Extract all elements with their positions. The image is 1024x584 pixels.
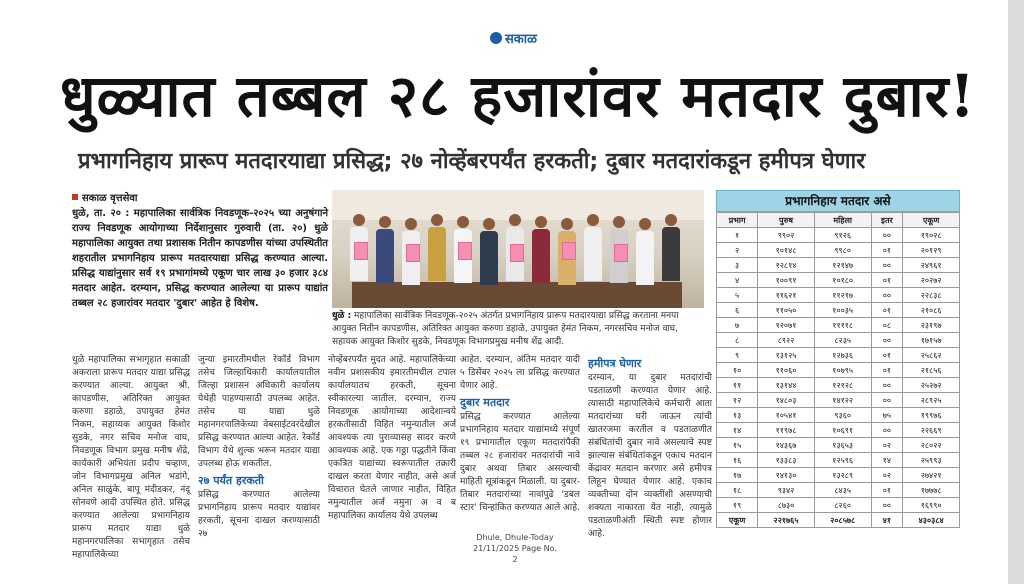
- table-cell: १६९९०: [903, 498, 960, 513]
- table-cell: २८०२२: [903, 438, 960, 453]
- table-cell: ९९०२: [758, 228, 815, 243]
- column-2-text-b: प्रसिद्ध करण्यात आलेल्या प्रभागनिहाय प्रारूप मतदार याद्यांवर हरकती, सूचना दाखल करण्यासाठी २७: [198, 490, 320, 539]
- table-cell: १२१४७: [814, 258, 871, 273]
- table-cell: १२१२८: [814, 378, 871, 393]
- photo-caption: [332, 310, 704, 350]
- ward-voter-table: [716, 190, 960, 526]
- table-cell: ०१: [871, 348, 903, 363]
- table-row: [717, 483, 960, 498]
- table-cell: ११९७८: [758, 423, 815, 438]
- table-cell: ०१: [871, 273, 903, 288]
- table-cell: १०६९१: [814, 423, 871, 438]
- table-cell: २१८५६: [903, 363, 960, 378]
- table-total-cell: २०८५७८: [814, 513, 871, 528]
- table-row: [717, 288, 960, 303]
- table-cell: १२: [717, 393, 758, 408]
- table-cell: ००: [871, 378, 903, 393]
- table-row: [717, 258, 960, 273]
- photo-person: [584, 214, 602, 281]
- table-cell: १२५९६: [814, 453, 871, 468]
- table-cell: ९३६०: [814, 408, 871, 423]
- table-body: [717, 228, 960, 528]
- table-cell: ००: [871, 288, 903, 303]
- table-cell: २७४२१: [903, 468, 960, 483]
- news-photo: [332, 190, 704, 308]
- table-cell: ७५: [871, 408, 903, 423]
- headline: धुळ्यात तब्बल २८ हजारांवर मतदार दुबार!: [60, 62, 976, 130]
- table-cell: १३६५३: [814, 438, 871, 453]
- table-cell: १६: [717, 453, 758, 468]
- column-4-heading: दुबार मतदार: [460, 396, 510, 409]
- table-cell: ८९२२: [758, 333, 815, 348]
- table-cell: १९०२८: [903, 228, 960, 243]
- table-cell: १०१८०: [814, 273, 871, 288]
- voter-list-booklet: [406, 244, 420, 262]
- photo-person: [636, 218, 654, 285]
- table-cell: ५: [717, 288, 758, 303]
- table-row: [717, 393, 960, 408]
- masthead: [490, 28, 550, 48]
- table-cell: १४: [871, 453, 903, 468]
- table-total-cell: ४१: [871, 513, 903, 528]
- table-cell: ८४३५: [814, 483, 871, 498]
- table-header-cell: एकूण: [903, 213, 960, 228]
- table-cell: ८२३५: [814, 333, 871, 348]
- photo-person: [480, 218, 498, 285]
- table-cell: ९: [717, 348, 758, 363]
- table-cell: २२६६९: [903, 423, 960, 438]
- table-cell: १३२८९: [814, 468, 871, 483]
- table-row: [717, 303, 960, 318]
- table-cell: १३३८३: [758, 453, 815, 468]
- table-cell: २: [717, 243, 758, 258]
- table-cell: १३१४४: [758, 378, 815, 393]
- table-cell: ९९८०: [814, 243, 871, 258]
- table-row: [717, 423, 960, 438]
- column-2-heading: २७ पर्यंत हरकती: [198, 474, 264, 487]
- table-header-cell: महिला: [814, 213, 871, 228]
- table-cell: १७१५७: [903, 333, 960, 348]
- table-row: [717, 243, 960, 258]
- byline-text: सकाळ वृत्तसेवा: [82, 193, 138, 204]
- column-1-text: धुळे महापालिका सभागृहात सकाळी अकराला प्रारूप मतदार याद्या प्रसिद्ध करण्यात आल्या. आयुक्त श्री. कापडणीस, अतिरिक्त आयुक्त करुणा डहाळे, उपायुक्त हेमंत निकम, सहाय्यक आयुक्त किशोर सुडके, नगर सचिव मनोज वाघ, निवडणूक विभाग प्रमुख मनीष शेंद्रे, कार्यकारी अभियंता प्रदीप चव्हाण, जोन विभागप्रमुख अनिल भडांगे, अनिल साळुंके, बापू मंदीडकर, नंदू सोनवणे आदी उपस्थित होते. प्रसिद्ध करण्यात आलेल्या प्रभागनिहाय प्रारूप मतदार याद्या धुळे महानगरपालिका सभागृहात तसेच महापालिकेच्या: [72, 355, 190, 560]
- table-cell: १०: [717, 363, 758, 378]
- photo-person: [532, 216, 550, 283]
- table-row: [717, 378, 960, 393]
- voter-list-booklet: [614, 244, 628, 262]
- table-cell: ००: [871, 258, 903, 273]
- table-cell: ०१: [871, 303, 903, 318]
- table-cell: ४: [717, 273, 758, 288]
- article-column-2: [198, 354, 320, 539]
- voter-list-booklet: [510, 244, 524, 262]
- table-cell: ८: [717, 333, 758, 348]
- table-cell: १४१३०: [758, 468, 815, 483]
- voter-list-booklet: [562, 242, 576, 260]
- column-4-text: आहेत. दरम्यान, अंतिम मतदार यादी ५ डिसेंबर २०२५ ला प्रसिद्ध करण्यात येणार आहे.: [460, 355, 580, 391]
- table-cell: १३१२५: [758, 348, 815, 363]
- byline: [72, 190, 272, 204]
- table-cell: १२८१४: [758, 258, 815, 273]
- page-footer: [470, 532, 560, 564]
- table-cell: १४१२२: [814, 393, 871, 408]
- table-cell: १४३६७: [758, 438, 815, 453]
- footer-edition: Dhule, Dhule-Today: [476, 533, 554, 542]
- table-row: [717, 438, 960, 453]
- sakal-logo-icon: [490, 32, 502, 44]
- table-cell: ००: [871, 393, 903, 408]
- table-cell: २८९२५: [903, 393, 960, 408]
- table-cell: २१०८६: [903, 303, 960, 318]
- table-cell: १९९७६: [903, 408, 960, 423]
- table-row: [717, 348, 960, 363]
- table-cell: २३१९७: [903, 318, 960, 333]
- article-column-4: [460, 354, 580, 532]
- table-cell: १७: [717, 468, 758, 483]
- table-row: [717, 363, 960, 378]
- table-cell: ००: [871, 228, 903, 243]
- article-column-1: [72, 354, 190, 560]
- table-row: [717, 408, 960, 423]
- table-cell: ११०६०: [758, 363, 815, 378]
- page-edge: [1008, 0, 1024, 584]
- table-cell: ९३४२: [758, 483, 815, 498]
- table-cell: ११: [717, 378, 758, 393]
- table-cell: १०१४८: [758, 243, 815, 258]
- table-cell: २०१२९: [903, 243, 960, 258]
- table-total-cell: एकूण: [717, 513, 758, 528]
- byline-square-icon: [72, 194, 78, 200]
- table-cell: ९१२६: [814, 228, 871, 243]
- table-cell: ११२१७: [814, 288, 871, 303]
- table-cell: ८७३०: [758, 498, 815, 513]
- table-cell: २०२७२: [903, 273, 960, 288]
- table-cell: ११०५०: [758, 303, 815, 318]
- table-row: [717, 468, 960, 483]
- table-cell: १२०७१: [758, 318, 815, 333]
- table-cell: ०१: [871, 363, 903, 378]
- table-cell: ०२: [871, 468, 903, 483]
- table-cell: ११६२१: [758, 288, 815, 303]
- table-cell: २५२७२: [903, 378, 960, 393]
- intro-paragraph: धुळे, ता. २० : महापालिका सार्वत्रिक निवडणूक-२०२५ च्या अनुषंगाने राज्य निवडणूक आयोगाच्या निर्देशानुसार गुरुवारी (ता. २०) धुळे महापालिका आयुक्त तथा प्रशासक नितीन कापडणीस यांच्या उपस्थितीत शहरातील प्रभागनिहाय प्रारूप मतदारयाद्या प्रसिद्ध करण्यात आल्या. प्रसिद्ध याद्यांनुसार सर्व १९ प्रभागांमध्ये एकूण चार लाख ३० हजार ३८४ मतदार आहेत. दरम्यान, प्रसिद्ध करण्यात आलेल्या या प्रारूप याद्यांत तब्बल २८ हजारांवर मतदार 'दुबार' आहेत हे विशेष.: [72, 208, 328, 309]
- column-2-text: जुन्या इमारतीमधील रेकॉर्ड विभाग तसेच जिल्हाधिकारी कार्यालयातील जिल्हा प्रशासन अधिकारी कार्यालय येथेही पाहण्यासाठी उपलब्ध आहेत. तसेच या याद्या धुळे महानगरपालिकेच्या वेबसाईटवरदेखील प्रसिद्ध करण्यात आल्या आहेत. रेकॉर्ड विभाग येथे शुल्क भरून मतदार याद्या उपलब्ध होऊ शकतील.: [198, 355, 320, 469]
- table-cell: ८२६०: [814, 498, 871, 513]
- table-cell: १००९१: [758, 273, 815, 288]
- photo-table: [352, 282, 682, 308]
- column-3-text: नोव्हेंबरपर्यंत मुदत आहे. महापालिकेच्या नवीन प्रशासकीय इमारतीमधील टपाल कार्यालयातच हरकती, सूचना स्वीकारल्या जातील. दरम्यान, राज्य निवडणूक आयोगाच्या आदेशान्वये हरकतीसाठी विहित नमुन्यातील अर्ज आवश्यक त्या पुराव्यासह सादर करणे आवश्यक आहे. एक गठ्ठा पद्धतीने किंवा एकत्रित याद्यांच्या स्वरूपातील तक्रारी दाखल करता येणार नाहीत, असे अर्ज विचारात घेतले जाणार नाहीत, विहित नमुन्यातील अर्ज नमुना अ व ब महापालिका कार्यालय येथे उपलब्ध: [328, 355, 456, 521]
- table-header-row: [717, 213, 960, 228]
- table-cell: ००: [871, 498, 903, 513]
- voter-list-booklet: [458, 242, 472, 260]
- photo-person: [376, 216, 394, 283]
- column-5-text: दरम्यान, या दुबार मतदारांची पडताळणी करण्यात येणार आहे. त्यासाठी महापालिकेचे कर्मचारी आता मतदारांच्या घरी जाऊन त्यांची खातरजमा करतील व पडताळणीत संबंधितांची दुबार नावे असल्याचे स्पष्ट झाल्यास संबंधितांकडून एकाच मतदान केंद्रावर मतदान करणार असे हमीपत्र लिहून घेण्यात येणार आहे. एकाच व्यक्तीच्या दोन व्यक्तींशी असण्याची शक्यता नाकारता येत नाही, त्यामुळे पडताळणीअंती स्थिती स्पष्ट होणार आहे.: [588, 373, 712, 539]
- column-4-text-b: प्रसिद्ध करण्यात आलेल्या प्रभागनिहाय मतदार याद्यांमध्ये संपूर्ण १९ प्रभागातील एकूण मतदारांपैकी तब्बल २८ हजारांवर मतदारांची नावे दुबार अथवा तिबार असल्याची माहिती सूत्रांकडून मिळाली. या दुबार-तिबार मतदारांच्या नावांपुढे 'डबल स्टार' चिन्हांकित करण्यात आले आहे.: [460, 412, 580, 513]
- footer-date-page: 21/11/2025 Page No. 2: [473, 544, 557, 564]
- table-total-cell: २२१७६५: [758, 513, 815, 528]
- table-cell: १४८०३: [758, 393, 815, 408]
- table-cell: १३: [717, 408, 758, 423]
- subheadline: प्रभागनिहाय प्रारूप मतदारयाद्या प्रसिद्ध; २७ नोव्हेंबरपर्यंत हरकती; दुबार मतदारांकडून हमीपत्र घेणार: [78, 149, 866, 174]
- article-column-3: [328, 354, 456, 532]
- table-cell: २५८६२: [903, 348, 960, 363]
- voter-list-booklet: [354, 242, 368, 260]
- table-cell: १२७३६: [814, 348, 871, 363]
- table-row: [717, 453, 960, 468]
- table-total-cell: ४३०३८४: [903, 513, 960, 528]
- table-cell: ६: [717, 303, 758, 318]
- table-cell: १८: [717, 483, 758, 498]
- table-cell: १४: [717, 423, 758, 438]
- table-cell: १०७९५: [814, 363, 871, 378]
- caption-text: महापालिका सार्वत्रिक निवडणूक-२०२५ अंतर्गत प्रभागनिहाय प्रारूप मतदारयाद्या प्रसिद्ध करताना मनपा आयुक्त नितीन कापडणीस, अतिरिक्त आयुक्त करुणा डहाळे, उपायुक्त हेमंत निकम, नगरसचिव मनोज वाघ, सहायक आयुक्त किशोर सुडके, निवडणूक विभागप्रमुख मनीष शेंद्र आदी.: [332, 311, 679, 347]
- table-header-cell: प्रभाग: [717, 213, 758, 228]
- table-row: [717, 273, 960, 288]
- table-cell: ११११८: [814, 318, 871, 333]
- table-cell: १९: [717, 498, 758, 513]
- table-cell: ००: [871, 333, 903, 348]
- table-cell: ०१: [871, 483, 903, 498]
- table-cell: ००: [871, 423, 903, 438]
- table-cell: १७७७८: [903, 483, 960, 498]
- table-row: [717, 318, 960, 333]
- article-column-5: [588, 354, 712, 539]
- caption-place: धुळे :: [332, 311, 352, 321]
- table-row: [717, 498, 960, 513]
- column-5-heading: हमीपत्र घेणार: [588, 357, 642, 370]
- photo-person: [662, 214, 680, 281]
- table-cell: ७: [717, 318, 758, 333]
- table-cell: २५९९३: [903, 453, 960, 468]
- table-cell: ३: [717, 258, 758, 273]
- table-cell: २२८३८: [903, 288, 960, 303]
- table-cell: ०२: [871, 438, 903, 453]
- table-header-cell: इतर: [871, 213, 903, 228]
- table-cell: १०५४१: [758, 408, 815, 423]
- table-title: प्रभागनिहाय मतदार असे: [716, 190, 960, 212]
- photo-person: [428, 214, 446, 281]
- table-cell: २४९६१: [903, 258, 960, 273]
- table-cell: १५: [717, 438, 758, 453]
- table-cell: १००३५: [814, 303, 871, 318]
- table-cell: १: [717, 228, 758, 243]
- table-header-cell: पुरुष: [758, 213, 815, 228]
- table-cell: ०१: [871, 243, 903, 258]
- voter-table: [716, 212, 960, 528]
- table-row: [717, 228, 960, 243]
- table-total-row: [717, 513, 960, 528]
- masthead-name: सकाळ: [505, 32, 538, 47]
- table-row: [717, 333, 960, 348]
- table-cell: ०८: [871, 318, 903, 333]
